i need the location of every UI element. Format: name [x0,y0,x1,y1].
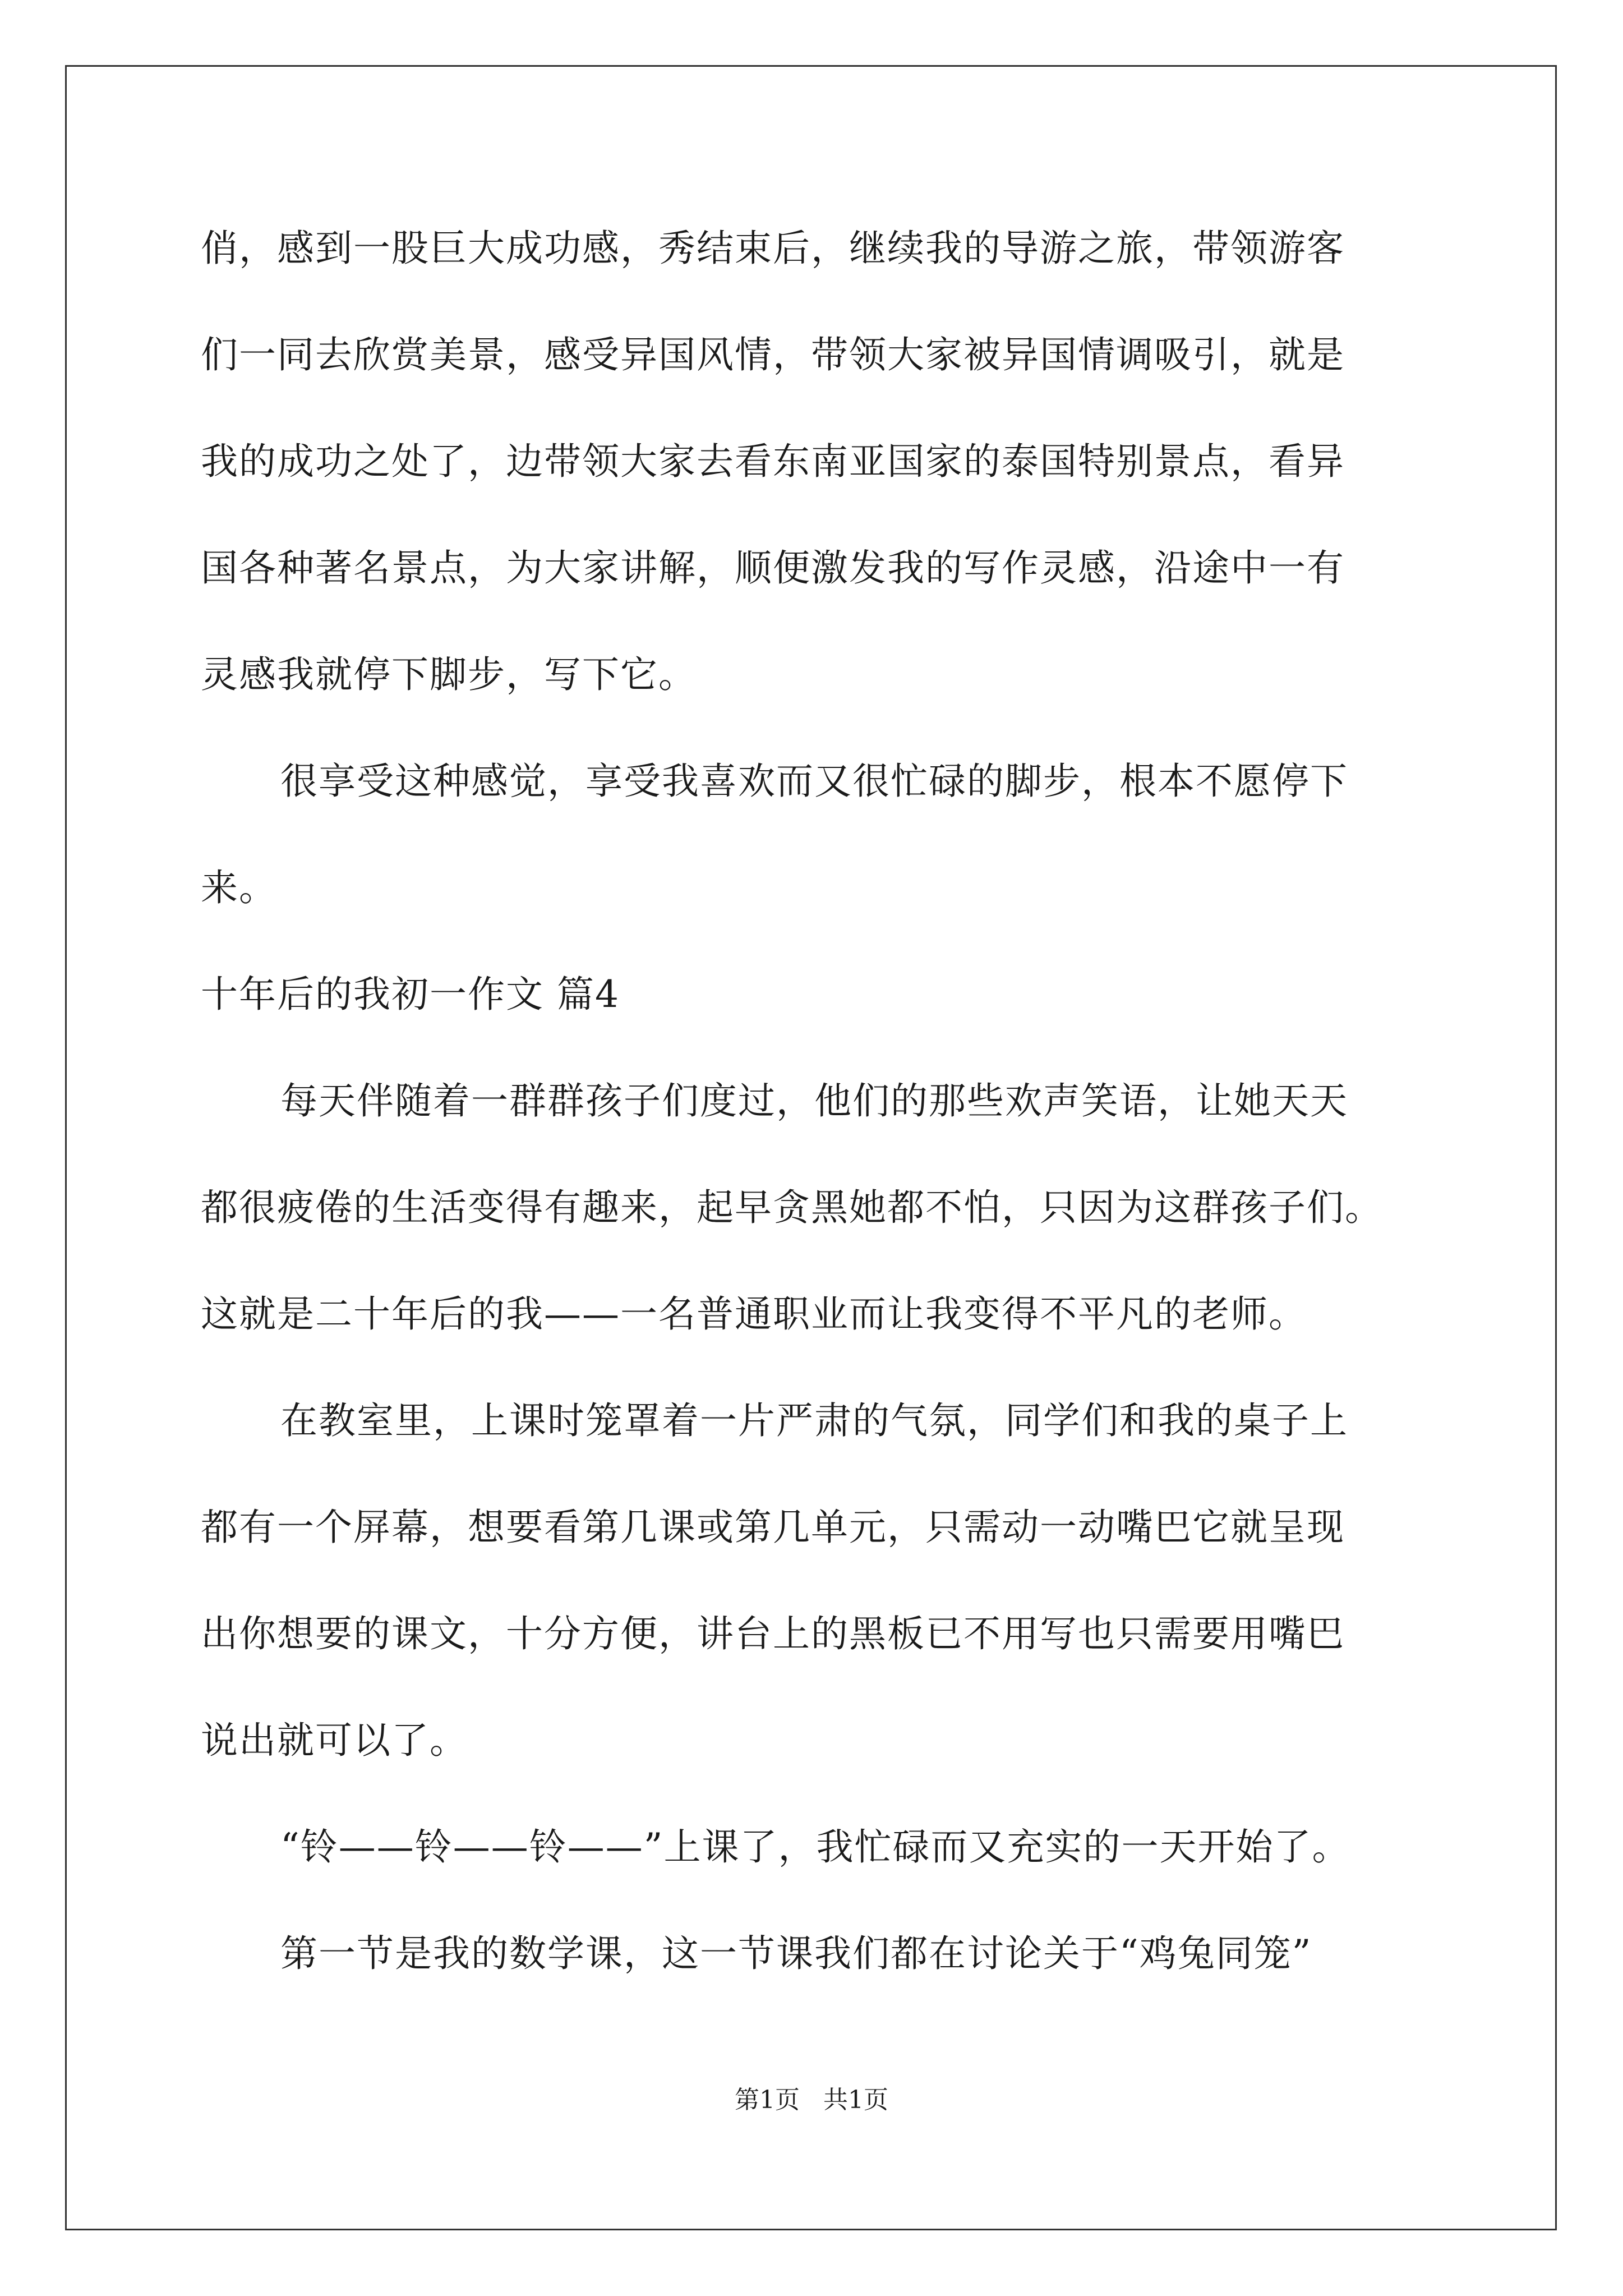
page-border [65,65,1557,2230]
page-number-footer: 第1页 共1页 [735,2086,888,2114]
text-line: 都有一个屏幕，想要看第几课或第几单元，只需动一动嘴巴它就呈现 [201,1506,1345,1549]
text-line: 灵感我就停下脚步，写下它。 [201,653,697,696]
text-line: 很享受这种感觉，享受我喜欢而又很忙碌的脚步，根本不愿停下 [280,760,1348,803]
text-line: 说出就可以了。 [201,1719,468,1762]
text-line: 每天伴随着一群群孩子们度过，他们的那些欢声笑语，让她天天 [280,1079,1348,1122]
text-line: 我的成功之处了，边带领大家去看东南亚国家的泰国特别景点，看异 [201,440,1345,483]
text-line: 来。 [201,866,277,909]
text-line: 这就是二十年后的我——一名普通职业而让我变得不平凡的老师。 [201,1292,1307,1336]
text-line: “铃——铃——铃——”上课了，我忙碌而又充实的一天开始了。 [280,1825,1350,1869]
text-line: 国各种著名景点，为大家讲解，顺便激发我的写作灵感，沿途中一有 [201,546,1345,590]
text-line: 们一同去欣赏美景，感受异国风情，带领大家被异国情调吸引，就是 [201,333,1345,376]
text-line: 都很疲倦的生活变得有趣来，起早贪黑她都不怕，只因为这群孩子们。 [201,1186,1383,1229]
text-line: 俏，感到一股巨大成功感，秀结束后，继续我的导游之旅，带领游客 [201,227,1345,270]
section-heading: 十年后的我初一作文 篇4 [201,973,620,1016]
text-line: 出你想要的课文，十分方便，讲台上的黑板已不用写也只需要用嘴巴 [201,1612,1345,1655]
text-line: 在教室里，上课时笼罩着一片严肃的气氛，同学们和我的桌子上 [280,1399,1348,1442]
text-line: 第一节是我的数学课，这一节课我们都在讨论关于“鸡兔同笼” [280,1932,1312,1975]
